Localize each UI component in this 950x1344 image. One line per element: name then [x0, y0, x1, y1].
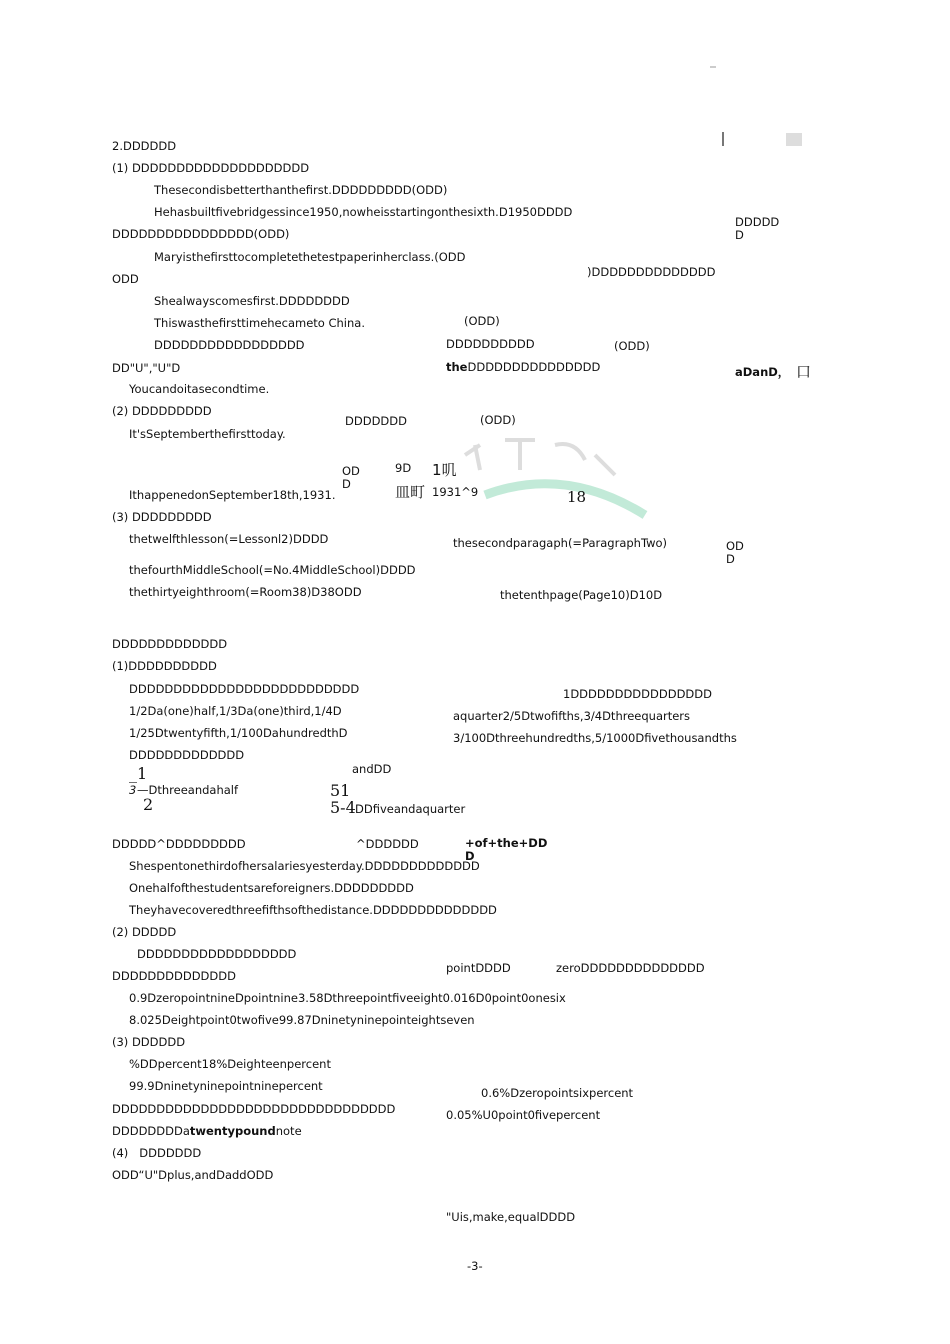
- text-fragment: aquarter2/5Dtwofifths,3/4Dthreequarters: [453, 709, 691, 723]
- text-fragment: 0.6%Dzeropointsixpercent: [481, 1086, 634, 1100]
- subsection-title: (1) DDDDDDDDDDDDDDDDDDDD: [112, 161, 310, 175]
- text-fragment: [446, 361, 600, 374]
- text-line: Shealwayscomesfirst.DDDDDDDD: [154, 294, 350, 308]
- watermark-logo: [445, 425, 665, 525]
- text-line: thethirtyeighthroom(=Room38)D38ODD: [129, 585, 362, 599]
- fraction-numerator: 51: [330, 781, 351, 800]
- fraction-numerator: _1: [129, 764, 148, 783]
- scan-smudge: [786, 133, 802, 146]
- scan-dot: [710, 66, 716, 68]
- text-line: %DDpercent18%Deighteenpercent: [129, 1057, 331, 1071]
- text-line: Thiswasthefirsttimehecameto China.: [154, 316, 365, 330]
- section-heading: 2.DDDDDD: [112, 139, 177, 153]
- subsection-title: (3) DDDDDDDDD: [112, 510, 212, 524]
- text-fragment: 1931^9: [432, 485, 479, 499]
- box-glyph: 口: [796, 363, 812, 381]
- text-fragment: (ODD): [614, 339, 650, 353]
- text-fragment: thesecondparagaph(=ParagraphTwo): [453, 536, 668, 550]
- text-line: IthappenedonSeptember18th,1931.: [129, 488, 336, 502]
- text-fragment: aDanD，: [735, 365, 790, 379]
- text-line: DDDDD^DDDDDDDDD: [112, 837, 246, 851]
- text-line: 99.9Dninetyninepointninepercent: [129, 1079, 323, 1093]
- fraction-denominator: 2: [143, 795, 154, 814]
- text-line: ODD: [112, 272, 139, 286]
- text-line: Theyhavecoveredthreefifthsofthedistance.DDDDDDDDDDDDDD: [129, 903, 497, 917]
- text-fragment: thetenthpage(Page10)D10D: [500, 588, 663, 602]
- subsection-title: (4) DDDDDDD: [112, 1146, 202, 1160]
- text-line: [112, 1125, 302, 1138]
- text-fragment: zeroDDDDDDDDDDDDDD: [556, 961, 705, 975]
- text-line: Youcandoitasecondtime.: [129, 382, 270, 396]
- text-line: 1/25Dtwentyfifth,1/100DahundredthD: [129, 726, 348, 740]
- bold-word: the: [446, 360, 468, 374]
- text-fragment: DDDDDDDDDD: [446, 337, 535, 351]
- bold-phrase: twentypound: [189, 1124, 276, 1138]
- fraction-reading: DDfiveandaquarter: [355, 802, 466, 816]
- subsection-title: (2) DDDDDDDDD: [112, 404, 212, 418]
- text-fragment: 皿町: [395, 483, 426, 501]
- text-line: It'sSeptemberthefirsttoday.: [129, 427, 286, 441]
- text-fragment: +of+the+DD D: [465, 836, 548, 863]
- text-line-start: DDDDDDDDa: [112, 1124, 190, 1138]
- text-line: DD"U","U"D: [112, 361, 181, 375]
- page-number: -3-: [467, 1259, 483, 1273]
- text-line: Maryisthefirsttocompletethetestpaperinherclass.(ODD: [154, 250, 466, 264]
- text-fragment: 9D: [395, 461, 412, 475]
- text-line: DDDDDDDDDDDDDDDDDD: [137, 947, 297, 961]
- text-line: Thesecondisbetterthanthefirst.DDDDDDDDD(ODD): [154, 183, 448, 197]
- text-line: DDDDDDDDDDDDDDDDDDDDDDDDDD: [129, 682, 360, 696]
- subsection-title: (3) DDDDDD: [112, 1035, 186, 1049]
- text-fragment: 1DDDDDDDDDDDDDDDD: [563, 687, 713, 701]
- text-fragment: (ODD): [480, 413, 516, 427]
- fraction-reading: —Dthreeandahalf: [137, 783, 239, 797]
- scan-mark: [722, 132, 724, 146]
- text-line: Onehalfofthestudentsareforeigners.DDDDDDDDD: [129, 881, 414, 895]
- side-note: DDDDDDD: [345, 414, 407, 428]
- text-line-end: note: [275, 1124, 302, 1138]
- text-line: ODD“U"Dplus,andDaddODD: [112, 1168, 274, 1182]
- text-line: 0.9DzeropointnineDpointnine3.58Dthreepointfiveeight0.016D0point0onesix: [129, 991, 566, 1005]
- text-fragment: OD D: [342, 464, 360, 491]
- text-line: Shespentonethirdofhersalariesyesterday.DDDDDDDDDDDDD: [129, 859, 480, 873]
- text-line: DDDDDDDDDDDDDDDDDDDDDDDDDDDDDDDD: [112, 1102, 396, 1116]
- text-line: )DDDDDDDDDDDDDD: [587, 265, 716, 279]
- text-line: 1/2Da(one)half,1/3Da(one)third,1/4D: [129, 704, 342, 718]
- subsection-title: (1)DDDDDDDDDD: [112, 659, 217, 673]
- text-line: DDDDDDDDDDDDD: [129, 748, 245, 762]
- text-line: thefourthMiddleSchool(=No.4MiddleSchool)DDDD: [129, 563, 416, 577]
- text-fragment: 1叽: [432, 461, 457, 479]
- subsection-title: (2) DDDDD: [112, 925, 177, 939]
- fraction-whole: 3: [129, 783, 137, 797]
- text-fragment: andDD: [352, 762, 392, 776]
- text-fragment: 3/100Dthreehundredths,5/1000Dfivethousandths: [453, 731, 737, 745]
- text-fragment: 18: [567, 488, 587, 506]
- side-note: DDDDDD: [735, 215, 780, 242]
- text-fragment: 0.05%U0point0fivepercent: [446, 1108, 601, 1122]
- text-line: Hehasbuiltfivebridgessince1950,nowheisstartingonthesixth.D1950DDDD: [154, 205, 573, 219]
- text-fragment-tail: DDDDDDDDDDDDDDD: [467, 360, 601, 374]
- text-fragment: "Uis,make,equalDDDD: [446, 1210, 576, 1224]
- text-line: 8.025Deightpoint0twofive99.87Dninetyninepointeightseven: [129, 1013, 475, 1027]
- section-heading: DDDDDDDDDDDDD: [112, 637, 228, 651]
- text-fragment: pointDDDD: [446, 961, 511, 975]
- fraction-main: 5-4: [330, 798, 356, 817]
- text-line: DDDDDDDDDDDDDD: [112, 969, 236, 983]
- text-line: DDDDDDDDDDDDDDDD(ODD): [112, 227, 290, 241]
- text-fragment: OD D: [726, 539, 744, 566]
- text-fragment: ^DDDDDD: [356, 837, 419, 851]
- text-fragment: (ODD): [464, 314, 500, 328]
- text-line: thetwelfthlesson(=Lessonl2)DDDD: [129, 532, 329, 546]
- text-line: DDDDDDDDDDDDDDDDD: [154, 338, 305, 352]
